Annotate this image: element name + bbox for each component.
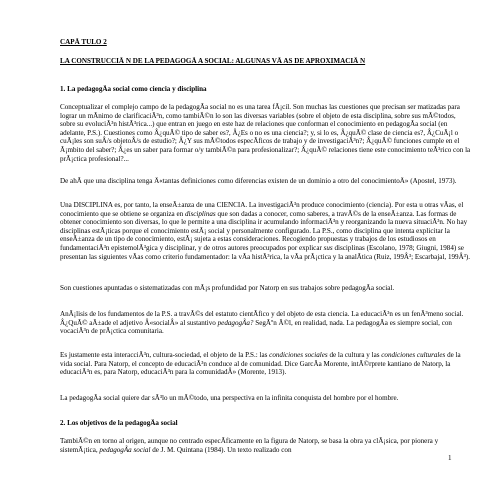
chapter-title: CAPÃ TULO 2 [60, 38, 107, 46]
p8-text-b: de J. M. Quintana (1984). Un texto realizado con [150, 445, 292, 454]
p3-text-a: Una DISCIPLINA es, por tanto, la enseÃ±anza de una CIENCIA. La investigaciÃ³n produce conocimiento (ciencia). Por esta u otras vÃas, el conocimiento que se obtiene se organiza en [60, 201, 464, 218]
p3-text-c: disciplinas (Escolano, 1978; Giugni, 1984) se presentan las siguientes vÃas como criterio fundamentador: la vÃa histÃ³rica, la vÃa prÃ¡ctica y la analÃtica (Ruiz, 199Â³; Escarbajal, 199Â³). [60, 243, 470, 261]
p8-text-a: TambiÃ©n en torno al origen, aunque no centrado especÃficamente en la figura de Natorp, se basa la obra ya clÃ¡sica, por pionera y sistemÃ¡tica, [60, 437, 439, 454]
p3-italic-2: sus [323, 243, 333, 252]
paragraph-6 [60, 351, 472, 386]
paragraph-4: Son cuestiones apuntadas o sistematizadas con mÃ¡s profundidad por Natorp en sus trabajos sobre pedagogÃa social. [60, 284, 395, 292]
p6-italic-2: condiciones culturales [381, 351, 446, 359]
paragraph-7: La pedagogÃa social quiere dar sÃ³lo un mÃ©todo, una perspectiva en la infinita conquista del hombre por el hombre. [60, 394, 399, 402]
p6-italic-1: condiciones sociales [269, 351, 328, 359]
section-1-title: 1. La pedagogÃa social como ciencia y disciplina [60, 85, 207, 93]
page-number: 1 [448, 454, 452, 462]
p5-text-a: AnÃ¡lisis de los fundamentos de la P.S. a travÃ©s del estatuto cientÃfico y del objeto de esta ciencia. La educaciÃ³n es un fenÃ³meno social. Â¿QuÃ© aÃ±ade el adjetivo Â«socialÂ» al sustantivo [60, 310, 464, 327]
p5-italic: pedagogÃa? [217, 318, 254, 327]
paragraph-5 [60, 310, 472, 345]
paragraph-1: Conceptualizar el complejo campo de la pedagogÃa social no es una tarea fÃ¡cil. Son muchas las cuestiones que precisan ser matizadas para lograr un mÃnimo de clarificaciÃ³n, como tambiÃ©n lo son las diversas variables (sobre el objeto de esta disciplina, sobre sus mÃ©todos, sobre su evoluciÃ³n histÃ³rica...) que entran en juego en este haz de relaciones que conforman el conocimiento en pedagogÃa social (en adelante, P.S.). Cuestiones como Â¿quÃ© tipo de saber es?, Â¿Es o no es una ciencia?; y, si lo es, Â¿quÃ© clase de ciencia es?, Â¿CuÃ¡l o cuÃ¡les son suÂ/s objetoÂ/s de estudio?; Â¿Y sus mÃ©todos especÃficos de trabajo y de investigaciÃ³n?; Â¿quÃ© funciones cumple en el Ã¡mbito del saber?; Â¿es un saber para formar o/y tambiÃ©n para profesionalizar?; Â¿quÃ© relaciones tiene este conocimiento teÃ³rico con la prÃ¡ctica profesional?... [60, 103, 471, 163]
p6-text-a: Es justamente esta interacciÃ³n, cultura-sociedad, el objeto de la P.S.: las [60, 351, 270, 359]
p3-italic-1: disciplinas [184, 209, 216, 218]
paragraph-2: De ahÃ que una disciplina tenga Â«tantas definiciones como diferencias existen de un dominio a otro del conocimientoÂ» (Apostel, 1973). [60, 177, 457, 185]
chapter-heading: LA CONSTRUCCIÃ N DE LA PEDAGOGÃ A SOCIAL: ALGUNAS VÃ AS DE APROXIMACIÃ N [60, 57, 366, 65]
p5-text-b: SegÃºn Ã©l, en realidad, nada. La pedagogÃa es siempre social, con vocaciÃ³n de prÃ¡ctica comunitaria. [60, 318, 452, 336]
section-2-title: 2. Los objetivos de la pedagogÃa social [60, 419, 178, 427]
p6-text-c: de la vida social. Para Natorp, el concepto de educaciÃ³n conduce al de comunidad. Dice GarcÃa Morente, intÃ©rprete kantiano de Natorp, la educaciÃ³n es, para Natorp, educaciÃ³n para la comunidadÂ» (Morente, 1913). [60, 351, 461, 377]
paragraph-8 [60, 437, 472, 455]
p6-text-b: de la cultura y las [327, 351, 382, 359]
paragraph-3 [60, 201, 472, 279]
p3-text-b: que son dadas a conocer, como saberes, a travÃ©s de la enseÃ±anza. Las formas de obtener conocimiento son diversas, lo que le permite a una disciplina ir acumulando informaciÃ³n y reorganizando la nueva situaciÃ³n. No hay disciplinas estÃ¡ticas porque el conocimiento estÃ¡ social y personalmente configurado. La P.S., como disciplina que intenta explicitar la enseÃ±anza de un tipo de conocimiento, estÃ¡ sujeta a estas consideraciones. Recogiendo propuestas y trabajos de los estudiosos en fundamentaciÃ³n epistemolÃ³gica y disciplinar, y de otros autores preocupados por explicar [60, 209, 468, 252]
p8-italic: pedagogÃa social [99, 445, 151, 454]
